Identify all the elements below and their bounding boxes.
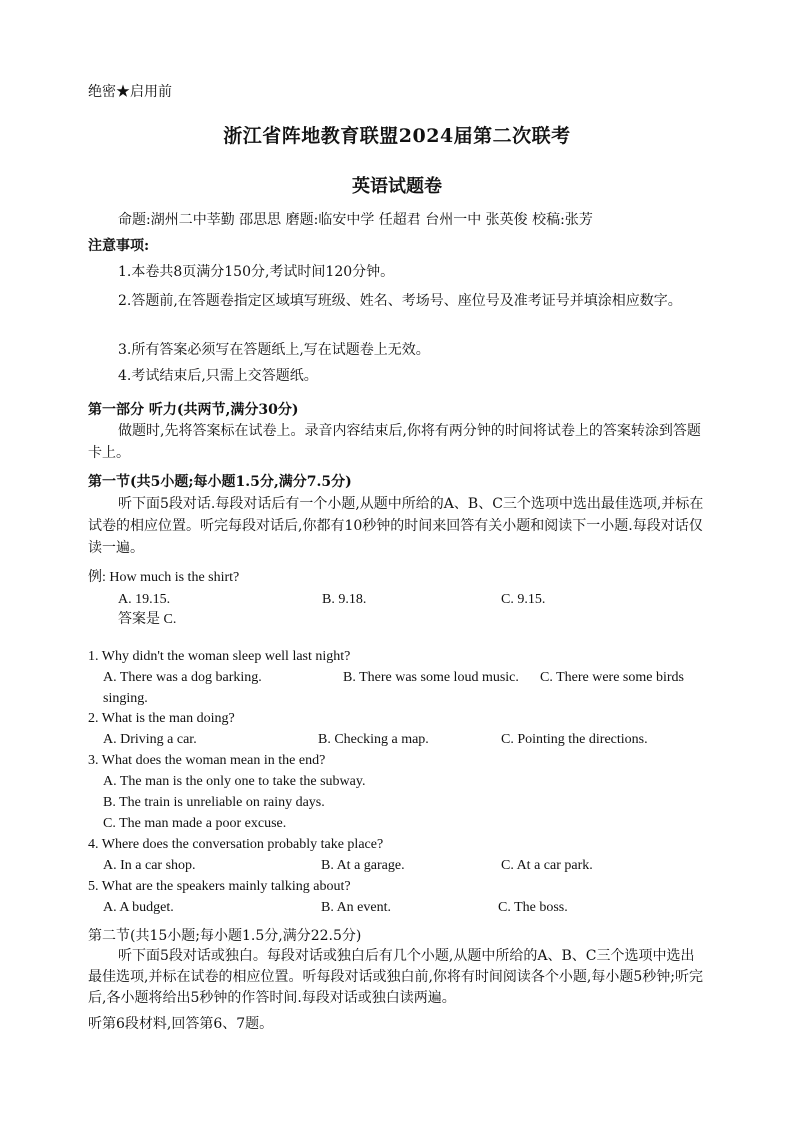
question-2-options: [103, 729, 708, 750]
option-a: A. In a car shop.: [103, 858, 196, 873]
question-5-options: [103, 897, 708, 918]
option-a: A. The man is the only one to take the subway.: [103, 774, 366, 789]
section2-intro: 听下面5段对话或独白。每段对话或独白后有几个小题,从题中所给的A、B、C三个选项中选出最佳选项,并标在试卷的相应位置。听每段对话或独白前,你将有时间阅读各个小题,每小题5秒钟;听完后,各小题将给出5秒钟的作答时间.每段对话或独白读两遍。: [88, 948, 703, 1006]
notice-item: 2.答题前,在答题卷指定区域填写班级、姓名、考场号、座位号及准考证号并填涂相应数字。: [118, 293, 682, 309]
section2-heading: 第二节(共15小题;每小题1.5分,满分22.5分): [88, 928, 362, 944]
example-options: [103, 589, 708, 610]
question-4: 4. Where does the conversation probably take place?: [88, 837, 384, 852]
option-b: B. At a garage.: [321, 858, 405, 873]
question-4-options: [103, 855, 708, 876]
question-1-options-cont: [103, 688, 708, 709]
option-a: A. There was a dog barking.: [103, 670, 262, 685]
secret-label: 绝密★启用前: [88, 84, 172, 100]
question-3-option-c-row: [103, 813, 708, 834]
section1-heading: 第一节(共5小题;每小题1.5分,满分7.5分): [88, 474, 352, 490]
option-a: A. A budget.: [103, 900, 174, 915]
notice-item: 1.本卷共8页满分150分,考试时间120分钟。: [118, 264, 395, 280]
exam-title: 浙江省阵地教育联盟2024届第二次联考: [223, 125, 571, 147]
question-5: 5. What are the speakers mainly talking about?: [88, 879, 351, 894]
exam-subtitle: 英语试题卷: [352, 176, 442, 197]
option-c: C. The boss.: [498, 900, 568, 915]
option-c: C. Pointing the directions.: [501, 732, 648, 747]
option-c: C. 9.15.: [501, 592, 546, 607]
authors-line: 命题:湖州二中莘勤 邵思思 磨题:临安中学 任超君 台州一中 张英俊 校稿:张芳: [118, 212, 593, 228]
option-b: B. Checking a map.: [318, 732, 429, 747]
option-b: B. 9.18.: [322, 592, 367, 607]
question-3-option-a-row: [103, 771, 708, 792]
section1-intro: 听下面5段对话.每段对话后有一个小题,从题中所给的A、B、C三个选项中选出最佳选项,并标在试卷的相应位置。听完每段对话后,你都有10秒钟的时间来回答有关小题和阅读下一小题.每段对话仅读一遍。: [88, 496, 704, 556]
option-c-cont: singing.: [103, 691, 148, 706]
part1-intro: 做题时,先将答案标在试卷上。录音内容结束后,你将有两分钟的时间将试卷上的答案转涂到答题卡上。: [88, 423, 701, 461]
question-3: 3. What does the woman mean in the end?: [88, 753, 326, 768]
option-c: C. The man made a poor excuse.: [103, 816, 287, 831]
notice-item: 4.考试结束后,只需上交答题纸。: [118, 368, 318, 384]
option-b: B. An event.: [321, 900, 391, 915]
example-question: 例: How much is the shirt?: [88, 570, 240, 585]
example-answer: 答案是 C.: [118, 612, 177, 627]
option-a: A. 19.15.: [118, 592, 171, 607]
option-b: B. There was some loud music.: [343, 670, 519, 685]
question-1: 1. Why didn't the woman sleep well last night?: [88, 649, 351, 664]
option-c: C. At a car park.: [501, 858, 593, 873]
notice-heading: 注意事项:: [88, 238, 150, 254]
question-3-option-b-row: [103, 792, 708, 813]
example-answer-row: [103, 609, 708, 630]
part1-heading: 第一部分 听力(共两节,满分30分): [88, 402, 299, 418]
option-b: B. The train is unreliable on rainy days.: [103, 795, 325, 810]
question-1-options: [103, 667, 708, 688]
option-a: A. Driving a car.: [103, 732, 197, 747]
notice-item: 3.所有答案必须写在答题纸上,写在试题卷上无效。: [118, 342, 430, 358]
section2-material: 听第6段材料,回答第6、7题。: [88, 1016, 274, 1032]
question-2: 2. What is the man doing?: [88, 711, 235, 726]
option-c: C. There were some birds: [540, 670, 684, 685]
